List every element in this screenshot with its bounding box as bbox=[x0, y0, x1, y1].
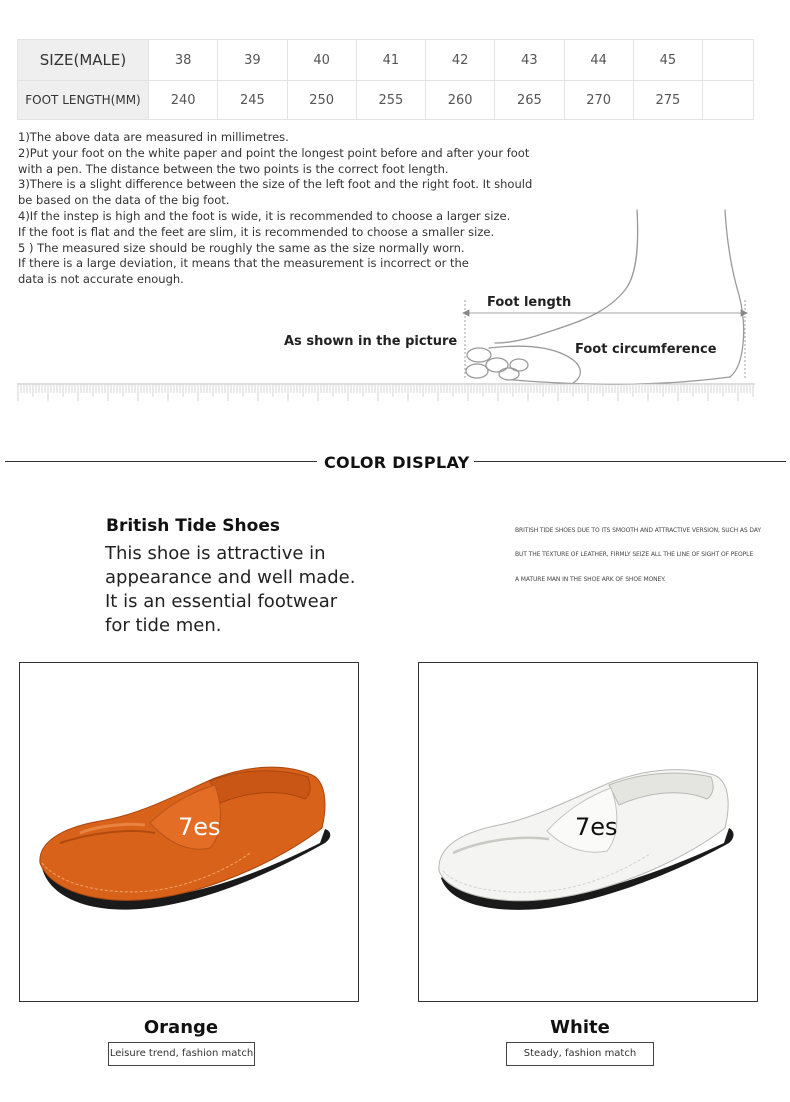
orange-color-label: Orange bbox=[143, 1017, 219, 1038]
note-line: If the foot is flat and the feet are slim, it is recommended to choose a smaller size. bbox=[18, 224, 495, 239]
note-line: 1)The above data are measured in millimetres. bbox=[18, 130, 289, 144]
size-cell: 41 bbox=[356, 40, 425, 81]
foot-length-cell: 270 bbox=[564, 81, 633, 120]
shown-in-picture-label: As shown in the picture bbox=[284, 334, 458, 349]
note-line: be based on the data of the big foot. bbox=[18, 193, 230, 208]
note-line: with a pen. The distance between the two points is the correct foot length. bbox=[18, 161, 449, 176]
ruler bbox=[17, 383, 755, 403]
orange-loafer-image bbox=[20, 663, 358, 1001]
foot-length-cell: 265 bbox=[495, 81, 564, 120]
brand-logo: 7es bbox=[575, 813, 618, 841]
size-cell: 39 bbox=[218, 40, 287, 81]
size-cell: 40 bbox=[287, 40, 356, 81]
description-line: It is an essential footwear bbox=[105, 591, 338, 612]
foot-length-cell: 260 bbox=[426, 81, 495, 120]
divider-left bbox=[5, 461, 317, 462]
description-line: appearance and well made. bbox=[105, 567, 356, 588]
foot-length-cell: 275 bbox=[633, 81, 702, 120]
size-cell: 44 bbox=[564, 40, 633, 81]
white-tagline: Steady, fashion match bbox=[506, 1042, 654, 1066]
description-line: This shoe is attractive in bbox=[105, 543, 326, 564]
foot-length-row bbox=[18, 81, 754, 120]
color-display-title: COLOR DISPLAY bbox=[324, 453, 470, 472]
white-loafer-image bbox=[419, 663, 757, 1001]
brand-logo: 7es bbox=[178, 813, 221, 841]
empty-cell bbox=[703, 81, 754, 120]
size-row-header: SIZE(MALE) bbox=[18, 40, 149, 81]
small-description-line: BUT THE TEXTURE OF LEATHER, FIRMLY SEIZE ALL THE LINE OF SIGHT OF PEOPLE bbox=[515, 551, 754, 558]
size-cell: 42 bbox=[426, 40, 495, 81]
foot-length-row-header: FOOT LENGTH(MM) bbox=[18, 81, 149, 120]
note-line: 4)If the instep is high and the foot is wide, it is recommended to choose a larger size. bbox=[18, 208, 511, 223]
size-row bbox=[18, 40, 754, 81]
note-line: data is not accurate enough. bbox=[18, 272, 184, 287]
size-cell: 38 bbox=[149, 40, 218, 81]
size-cell: 43 bbox=[495, 40, 564, 81]
orange-tagline: Leisure trend, fashion match bbox=[108, 1042, 255, 1066]
white-shoe-image-frame[interactable] bbox=[418, 662, 758, 1002]
foot-length-cell: 240 bbox=[149, 81, 218, 120]
divider-right bbox=[474, 461, 786, 462]
note-line: 5 ) The measured size should be roughly the same as the size normally worn. bbox=[18, 240, 465, 255]
foot-length-cell: 250 bbox=[287, 81, 356, 120]
empty-cell bbox=[703, 40, 754, 81]
foot-length-cell: 255 bbox=[356, 81, 425, 120]
foot-length-cell: 245 bbox=[218, 81, 287, 120]
white-color-label: White bbox=[550, 1017, 610, 1038]
note-line: If there is a large deviation, it means that the measurement is incorrect or the bbox=[18, 256, 469, 271]
small-description-line: BRITISH TIDE SHOES DUE TO ITS SMOOTH AND ATTRACTIVE VERSION, SUCH AS DAY bbox=[515, 527, 761, 534]
foot-length-label: Foot length bbox=[487, 295, 572, 310]
description-line: for tide men. bbox=[105, 615, 222, 636]
note-line: 2)Put your foot on the white paper and point the longest point before and after your foot bbox=[18, 145, 530, 160]
orange-shoe-image-frame[interactable] bbox=[19, 662, 359, 1002]
foot-circumference-label: Foot circumference bbox=[575, 342, 717, 357]
note-line: 3)There is a slight difference between the size of the left foot and the right foot. It should bbox=[18, 177, 533, 192]
small-description-line: A MATURE MAN IN THE SHOE ARK OF SHOE MONEY. bbox=[515, 576, 666, 583]
product-heading: British Tide Shoes bbox=[106, 516, 280, 536]
product-description bbox=[105, 542, 405, 638]
size-cell: 45 bbox=[633, 40, 702, 81]
size-table bbox=[17, 39, 754, 120]
